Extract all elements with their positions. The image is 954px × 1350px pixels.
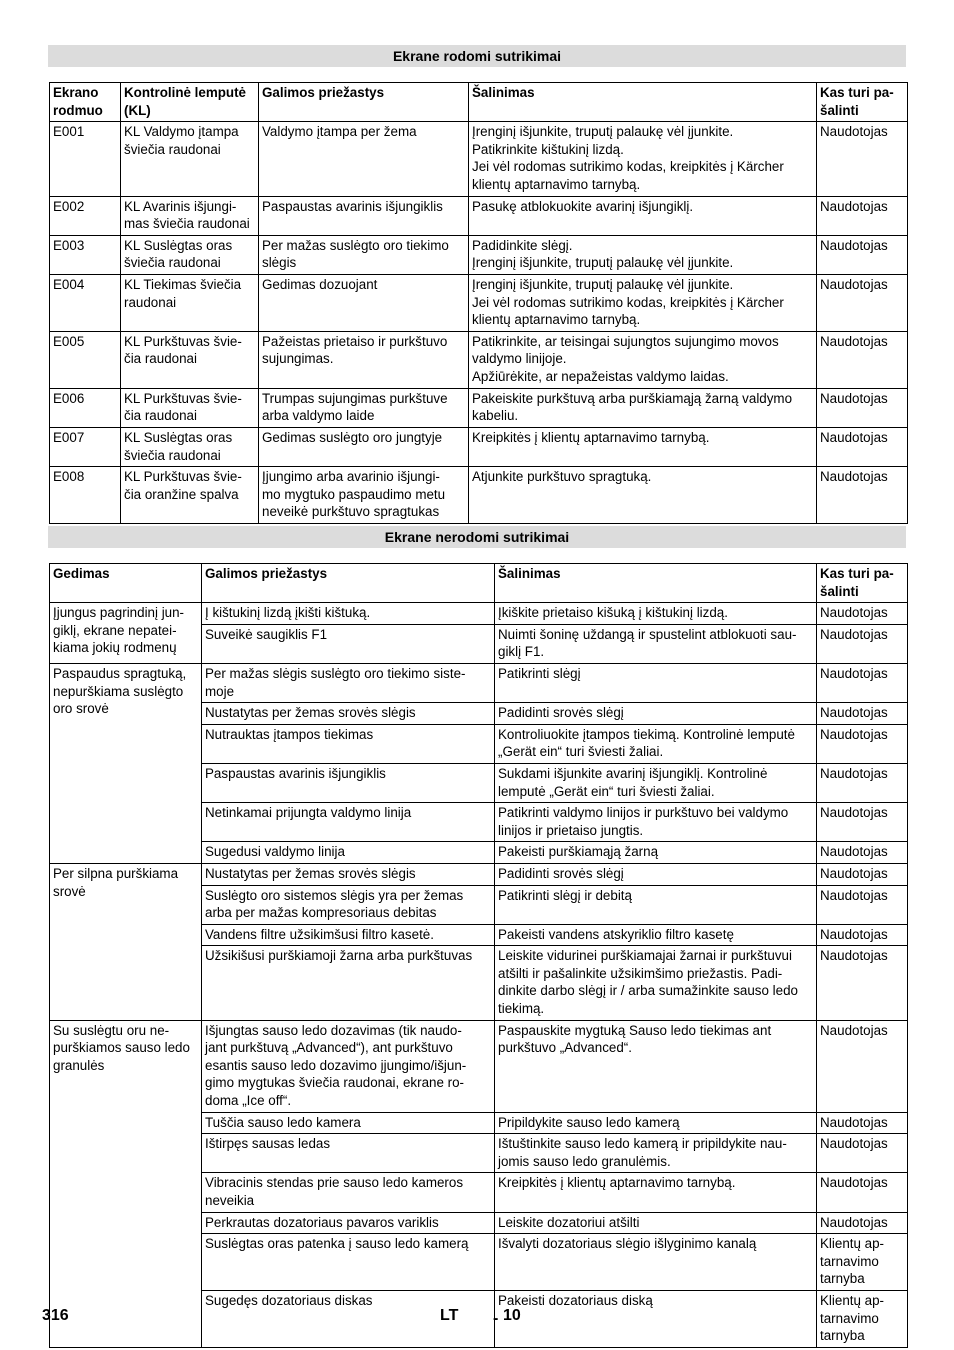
indicator-lamp-cell: KL Tiekimas šviečia raudonai — [121, 274, 259, 331]
table-header-row — [50, 564, 908, 603]
remedy-cell: Nuimti šoninę uždangą ir spustelint atblokuoti sau- giklį F1. — [495, 624, 817, 663]
responsible-cell: Naudotojas — [817, 885, 908, 924]
remedy-cell: Padidinti srovės slėgį — [495, 703, 817, 725]
responsible-cell: Naudotojas — [817, 924, 908, 946]
possible-cause-cell: Gedimas suslėgto oro jungtyje — [259, 427, 469, 466]
remedy-cell: Pripildykite sauso ledo kamerą — [495, 1112, 817, 1134]
possible-cause-cell: Išjungtas sauso ledo dozavimas (tik naudo- jant purkštuvą „Advanced“), ant purkštuvo esantis sauso ledo dozavimo įjungimo/išjun- gimo mygtukas šviečia raudonai, ekrane ro- doma „Ice off“. — [202, 1020, 495, 1112]
responsible-cell: Naudotojas — [817, 122, 908, 196]
remedy-cell: Sukdami išjunkite avarinį išjungiklį. Kontrolinė lemputė „Gerät ein“ turi šviesti žaliai. — [495, 763, 817, 802]
possible-cause-cell: Trumpas sujungimas purkštuve arba valdymo laide — [259, 388, 469, 427]
possible-cause-cell: Vibracinis stendas prie sauso ledo kameros neveikia — [202, 1173, 495, 1212]
fault-cell: Paspaudus spragtuką, nepurškiama suslėgto oro srovė — [50, 663, 202, 863]
remedy-cell: Padidinkite slėgį. Įrenginį išjunkite, truputį palaukę vėl įjunkite. — [469, 235, 817, 274]
responsible-cell: Naudotojas — [817, 235, 908, 274]
header-fault: Gedimas — [50, 564, 202, 603]
possible-cause-cell: Įjungimo arba avarinio išjungi- mo mygtuko paspaudimo metu neveikė purkštuvo spragtukas — [259, 467, 469, 524]
table-row — [50, 196, 908, 235]
remedy-cell: Išvalyti dozatoriaus slėgio išlyginimo kanalą — [495, 1234, 817, 1291]
remedy-cell: Atjunkite purkštuvo spragtuką. — [469, 467, 817, 524]
section-page-number: 10 — [503, 1307, 521, 1324]
possible-cause-cell: Pažeistas prietaiso ir purkštuvo sujungimas. — [259, 331, 469, 388]
responsible-cell: Klientų ap- tarnavimo tarnyba — [817, 1290, 908, 1347]
section-title-displayed-faults: Ekrane rodomi sutrikimai — [48, 45, 906, 67]
header-possible-causes: Galimos priežastys — [259, 83, 469, 122]
possible-cause-cell: Nutrauktas įtampos tiekimas — [202, 724, 495, 763]
responsible-cell: Naudotojas — [817, 1173, 908, 1212]
fault-cell: Įjungus pagrindinį jun- giklį, ekrane nepatei- kiama jokių rodmenų — [50, 603, 202, 664]
responsible-cell: Naudotojas — [817, 803, 908, 842]
indicator-lamp-cell: KL Suslėgtas oras šviečia raudonai — [121, 427, 259, 466]
table-row — [50, 427, 908, 466]
table-row — [50, 663, 908, 702]
possible-cause-cell: Suveikė saugiklis F1 — [202, 624, 495, 663]
header-responsible: Kas turi pa- šalinti — [817, 83, 908, 122]
remedy-cell: Įkiškite prietaiso kišuką į kištukinį lizdą. — [495, 603, 817, 625]
language-code: LT — [440, 1307, 459, 1324]
responsible-cell: Naudotojas — [817, 763, 908, 802]
display-code-cell: E005 — [50, 331, 121, 388]
possible-cause-cell: Suslėgto oro sistemos slėgis yra per žemas arba per mažas kompresoriaus debitas — [202, 885, 495, 924]
table-row — [50, 235, 908, 274]
possible-cause-cell: Perkrautas dozatoriaus pavaros variklis — [202, 1212, 495, 1234]
possible-cause-cell: Užsikišusi purškiamoji žarna arba purkštuvas — [202, 946, 495, 1020]
possible-cause-cell: Valdymo įtampa per žema — [259, 122, 469, 196]
possible-cause-cell: Nustatytas per žemas srovės slėgis — [202, 703, 495, 725]
indicator-lamp-cell: KL Valdymo įtampa šviečia raudonai — [121, 122, 259, 196]
responsible-cell: Naudotojas — [817, 1212, 908, 1234]
remedy-cell: Įrenginį išjunkite, truputį palaukę vėl įjunkite. Jei vėl rodomas sutrikimo kodas, kreipkitės į Kärcher klientų aptarnavimo tarnybą. — [469, 274, 817, 331]
responsible-cell: Klientų ap- tarnavimo tarnyba — [817, 1234, 908, 1291]
responsible-cell: Naudotojas — [817, 946, 908, 1020]
header-responsible: Kas turi pa- šalinti — [817, 564, 908, 603]
footer-dash: - — [493, 1310, 499, 1327]
remedy-cell: Kreipkitės į klientų aptarnavimo tarnybą. — [495, 1173, 817, 1212]
responsible-cell: Naudotojas — [817, 331, 908, 388]
remedy-cell: Kontroliuokite įtampos tiekimą. Kontrolinė lemputė „Gerät ein“ turi šviesti žaliai. — [495, 724, 817, 763]
remedy-cell: Įrenginį išjunkite, truputį palaukę vėl įjunkite. Patikrinkite kištukinį lizdą. Jei vėl rodomas sutrikimo kodas, kreipkitės į Kärcher klientų aptarnavimo tarnybą. — [469, 122, 817, 196]
responsible-cell: Naudotojas — [817, 1020, 908, 1112]
page-number: 316 — [42, 1307, 69, 1324]
possible-cause-cell: Tuščia sauso ledo kamera — [202, 1112, 495, 1134]
responsible-cell: Naudotojas — [817, 196, 908, 235]
responsible-cell: Naudotojas — [817, 388, 908, 427]
possible-cause-cell: Paspaustas avarinis išjungiklis — [202, 763, 495, 802]
remedy-cell: Pakeisti vandens atskyriklio filtro kasetę — [495, 924, 817, 946]
responsible-cell: Naudotojas — [817, 1134, 908, 1173]
undisplayed-faults-table — [49, 563, 908, 1348]
table-row — [50, 331, 908, 388]
remedy-cell: Leiskite vidurinei purškiamajai žarnai ir purkštuvui atšilti ir pašalinkite užsikimšimo priežastis. Padi- dinkite darbo slėgį ir / arba sumažinkite sauso ledo tiekimą. — [495, 946, 817, 1020]
remedy-cell: Paspauskite mygtuką Sauso ledo tiekimas ant purkštuvo „Advanced“. — [495, 1020, 817, 1112]
remedy-cell: Pakeisti dozatoriaus diską — [495, 1290, 817, 1347]
table-row — [50, 1020, 908, 1112]
indicator-lamp-cell: KL Suslėgtas oras šviečia raudonai — [121, 235, 259, 274]
display-code-cell: E003 — [50, 235, 121, 274]
display-code-cell: E004 — [50, 274, 121, 331]
header-remedy: Šalinimas — [469, 83, 817, 122]
table-header-row — [50, 83, 908, 122]
remedy-cell: Padidinti srovės slėgį — [495, 863, 817, 885]
responsible-cell: Naudotojas — [817, 863, 908, 885]
header-remedy: Šalinimas — [495, 564, 817, 603]
table-row — [50, 603, 908, 625]
possible-cause-cell: Sugedusi valdymo linija — [202, 842, 495, 864]
possible-cause-cell: Per mažas slėgis suslėgto oro tiekimo siste- moje — [202, 663, 495, 702]
display-code-cell: E006 — [50, 388, 121, 427]
responsible-cell: Naudotojas — [817, 1112, 908, 1134]
possible-cause-cell: Sugedęs dozatoriaus diskas — [202, 1290, 495, 1347]
indicator-lamp-cell: KL Purkštuvas švie- čia raudonai — [121, 388, 259, 427]
table-row — [50, 122, 908, 196]
responsible-cell: Naudotojas — [817, 467, 908, 524]
possible-cause-cell: Į kištukinį lizdą įkišti kištuką. — [202, 603, 495, 625]
possible-cause-cell: Netinkamai prijungta valdymo linija — [202, 803, 495, 842]
responsible-cell: Naudotojas — [817, 703, 908, 725]
responsible-cell: Naudotojas — [817, 274, 908, 331]
display-code-cell: E002 — [50, 196, 121, 235]
display-code-cell: E001 — [50, 122, 121, 196]
remedy-cell: Leiskite dozatoriui atšilti — [495, 1212, 817, 1234]
possible-cause-cell: Suslėgtas oras patenka į sauso ledo kamerą — [202, 1234, 495, 1291]
possible-cause-cell: Gedimas dozuojant — [259, 274, 469, 331]
table-row — [50, 388, 908, 427]
possible-cause-cell: Paspaustas avarinis išjungiklis — [259, 196, 469, 235]
indicator-lamp-cell: KL Avarinis išjungi- mas šviečia raudonai — [121, 196, 259, 235]
responsible-cell: Naudotojas — [817, 663, 908, 702]
responsible-cell: Naudotojas — [817, 603, 908, 625]
header-possible-causes: Galimos priežastys — [202, 564, 495, 603]
display-code-cell: E008 — [50, 467, 121, 524]
remedy-cell: Patikrinkite, ar teisingai sujungtos sujungimo movos valdymo linijoje. Apžiūrėkite, ar nepažeistas valdymo laidas. — [469, 331, 817, 388]
fault-cell: Su suslėgtu oru ne- purškiamos sauso ledo granulės — [50, 1020, 202, 1347]
remedy-cell: Patikrinti valdymo linijos ir purkštuvo bei valdymo linijos ir prietaiso jungtis. — [495, 803, 817, 842]
responsible-cell: Naudotojas — [817, 624, 908, 663]
possible-cause-cell: Ištirpęs sausas ledas — [202, 1134, 495, 1173]
responsible-cell: Naudotojas — [817, 842, 908, 864]
remedy-cell: Pakeiskite purkštuvą arba purškiamąją žarną valdymo kabeliu. — [469, 388, 817, 427]
possible-cause-cell: Nustatytas per žemas srovės slėgis — [202, 863, 495, 885]
remedy-cell: Kreipkitės į klientų aptarnavimo tarnybą. — [469, 427, 817, 466]
responsible-cell: Naudotojas — [817, 427, 908, 466]
table-row — [50, 863, 908, 885]
possible-cause-cell: Vandens filtre užsikimšusi filtro kasetė. — [202, 924, 495, 946]
header-display-code: Ekrano rodmuo — [50, 83, 121, 122]
indicator-lamp-cell: KL Purkštuvas švie- čia raudonai — [121, 331, 259, 388]
remedy-cell: Ištuštinkite sauso ledo kamerą ir pripildykite nau- jomis sauso ledo granulėmis. — [495, 1134, 817, 1173]
table-row — [50, 274, 908, 331]
table-row — [50, 467, 908, 524]
display-code-cell: E007 — [50, 427, 121, 466]
remedy-cell: Patikrinti slėgį — [495, 663, 817, 702]
responsible-cell: Naudotojas — [817, 724, 908, 763]
remedy-cell: Pakeisti purškiamąją žarną — [495, 842, 817, 864]
indicator-lamp-cell: KL Purkštuvas švie- čia oranžine spalva — [121, 467, 259, 524]
possible-cause-cell: Per mažas suslėgto oro tiekimo slėgis — [259, 235, 469, 274]
displayed-faults-table — [49, 82, 908, 524]
header-indicator-lamp: Kontrolinė lemputė (KL) — [121, 83, 259, 122]
fault-cell: Per silpna purškiama srovė — [50, 863, 202, 1020]
remedy-cell: Pasukę atblokuokite avarinį išjungiklį. — [469, 196, 817, 235]
remedy-cell: Patikrinti slėgį ir debitą — [495, 885, 817, 924]
section-title-undisplayed-faults: Ekrane nerodomi sutrikimai — [48, 526, 906, 548]
